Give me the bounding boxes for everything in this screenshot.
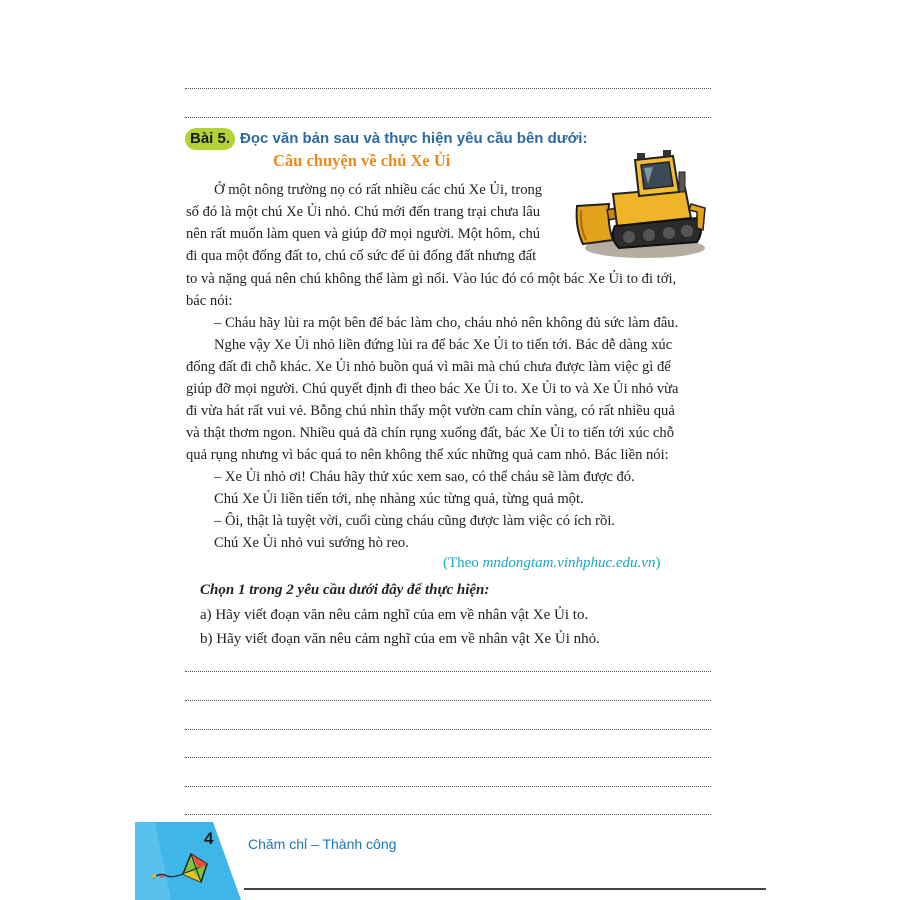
exercise-instruction: Đọc văn bản sau và thực hiện yêu cầu bên dưới: bbox=[240, 130, 588, 147]
story-line: Chú Xe Ủi nhỏ vui sướng hò reo. bbox=[214, 535, 409, 551]
page-number: 4 bbox=[204, 829, 214, 848]
task-option-a: a) Hãy viết đoạn văn nêu cảm nghĩ của em về nhân vật Xe Ủi to. bbox=[200, 607, 589, 623]
exercise-badge: Bài 5. bbox=[185, 128, 235, 150]
story-line: bác nói: bbox=[186, 293, 233, 309]
story-line: – Ôi, thật là tuyệt vời, cuối cùng cháu cũng được làm việc có ích rồi. bbox=[214, 513, 616, 529]
story-line: quả rụng nhưng vì bác quá to nên không thể xúc những quả cam nhỏ. Bác liền nói: bbox=[186, 447, 669, 463]
story-line: – Cháu hãy lùi ra một bên để bác làm cho, cháu nhỏ nên không đủ sức làm đâu. bbox=[214, 315, 679, 331]
story-line: Nghe vậy Xe Ủi nhỏ liền đứng lùi ra để bác Xe Ủi to tiến tới. Bác dễ dàng xúc bbox=[214, 337, 673, 353]
story-line: nên rất muốn làm quen và giúp đỡ mọi người. Một hôm, chú bbox=[186, 226, 541, 242]
story-line: to và nặng quá nên chú không thể làm gì nổi. Vào lúc đó có một bác Xe Ủi to đi tới, bbox=[186, 271, 677, 287]
answer-line bbox=[185, 757, 711, 758]
story-line: số đó là một chú Xe Ủi nhỏ. Chú mới đến trang trại chưa lâu bbox=[186, 204, 541, 220]
footer-kite-decoration bbox=[135, 822, 241, 900]
footer-tagline: Chăm chỉ – Thành công bbox=[248, 836, 397, 852]
story-title: Câu chuyện về chú Xe Ủi bbox=[273, 151, 451, 170]
bulldozer-illustration bbox=[573, 148, 709, 263]
answer-line bbox=[185, 814, 711, 815]
task-title: Chọn 1 trong 2 yêu cầu dưới đây để thực hiện: bbox=[200, 582, 490, 598]
story-line: Ở một nông trường nọ có rất nhiều các chú Xe Ủi, trong bbox=[214, 182, 543, 198]
source-site: mndongtam.vinhphuc.edu.vn bbox=[482, 555, 656, 571]
story-line: Chú Xe Ủi liền tiến tới, nhẹ nhàng xúc từng quả, từng quả một. bbox=[214, 491, 584, 507]
story-line: đống đất đi chỗ khác. Xe Ủi nhỏ buồn quá vì mãi mà chú chưa được làm việc gì để bbox=[186, 359, 671, 375]
story-line: đi qua một đống đất to, chú cố sức để ủi đống đất nhưng đất bbox=[186, 248, 537, 264]
story-line: giúp đỡ mọi người. Chú quyết định đi theo bác Xe Ủi to. Xe Ủi to và Xe Ủi nhỏ vừa bbox=[186, 381, 679, 397]
story-line: – Xe Ủi nhỏ ơi! Cháu hãy thử xúc xem sao, có thể cháu sẽ làm được đó. bbox=[214, 469, 635, 485]
task-option-b: b) Hãy viết đoạn văn nêu cảm nghĩ của em về nhân vật Xe Ủi nhỏ. bbox=[200, 631, 600, 647]
story-line: đi vừa hát rất vui vẻ. Bỗng chú nhìn thấy một vườn cam chín vàng, có rất nhiều quả bbox=[186, 403, 675, 419]
answer-line bbox=[185, 700, 711, 701]
source-citation: (Theo mndongtam.vinhphuc.edu.vn) bbox=[443, 555, 661, 571]
answer-line bbox=[185, 786, 711, 787]
answer-line bbox=[185, 671, 711, 672]
story-line: và thật thơm ngon. Nhiều quả đã chín rụng xuống đất, bác Xe Ủi to tiến tới xúc chỗ bbox=[186, 425, 674, 441]
answer-line bbox=[185, 88, 711, 89]
footer-rule bbox=[244, 888, 766, 890]
answer-line bbox=[185, 729, 711, 730]
answer-line bbox=[185, 117, 711, 118]
